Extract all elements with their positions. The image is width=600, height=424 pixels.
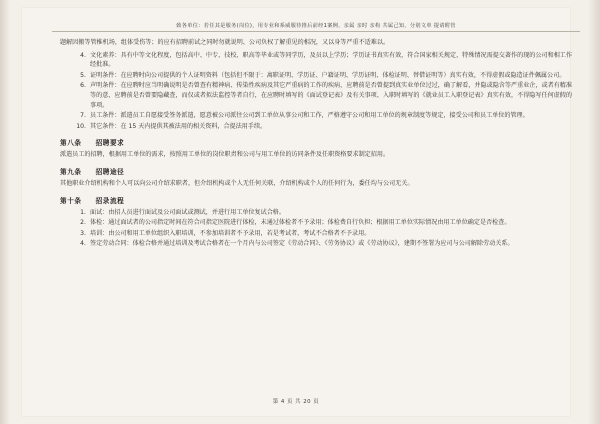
section-title: 招聘途径 [95,167,125,176]
list-item [60,229,572,239]
list-item-text: 员工条件：派遣员工自愿接受签务派遣，愿意被公司派往公司到工单位从事公司和工作，严格遵守公司和用工单位的规章制度等规定，接受公司和员工单位的管理。 [90,112,529,120]
list-item-text: 证明条件：在应聘时向公司提供的个人证明资料（包括但不限于：离职证明、学历证、户籍证明、学历证明、体检证明、替借证明等）真实有效，不得虚假或隐造证件佩属公司。 [90,71,566,79]
list-item-text: 面试：由招人员进行面试及公司面试或测试，并进行用工单位复试合格。 [90,208,285,216]
list-item-number: 4. [80,51,86,59]
section-title: 招录流程 [95,196,125,205]
list-item-number: 10. [76,122,86,130]
list-item-number: 5. [80,71,86,79]
list-item [60,218,572,228]
section-body-8: 派遣员工的招聘，根据用工单位的需求，按照用工单位的岗位职责和公司与用工单位的访同条件及任职资格要求制定招用。 [60,151,390,159]
list-item-number: 3. [80,229,86,237]
list-item [60,239,572,249]
list-item [60,81,572,110]
header-divider [52,31,580,32]
list-item-text: 签定劳动合同：体检合格并通过培训及考试合格者在一个月内与公司签定《劳动合同》、《劳务协议》或《劳动协议》，建期不签署为应司与公司解除劳动关系。 [90,240,514,248]
list-item-number: 4. [80,240,86,248]
page-footer: 第 4 页 共 20 页 [272,399,320,405]
list-item-text: 其它条件：在 15 天内提供其被法用的相关资料，合提法用手续。 [90,122,267,130]
list-item [60,51,572,70]
page-sheet [22,8,570,416]
list-item [60,208,572,218]
list-item-text: 声明条件：在应聘时应当明确说明是否曾查有精神病、传染性疾病及其它严重病的工作的疾病，应聘前是否曾提到真实业单位过过，确了解看，并隐或隐含等严重业企，或者有精准等的意，应聘前是否曾要隐藏查，而仅或者拟法监控等者自行，在应聘时填写的《面试登记表》及有关事项、入职时填写的《就业员工入职登记表》真实有效，不得隐写任何虚假的事项。 [90,82,572,109]
section-label: 第八条 [60,139,82,148]
list-item-number: 6. [80,82,86,90]
section-body-9: 其他职业介绍机构和个人可以向公司介绍求职者，但介绍机构或个人无任何关联，介绍机构或个人的任何行为，委任均与公司无关。 [60,179,414,187]
list-item [60,111,572,121]
list-item-text: 文化素养：具有中等文化程度，包括高中、中专、技校、职高等毕业或等同学历，及员以上学历；学历证书真实有效，符合国家相关规定，特殊情况需提交著作的现的公司和相工作经批准。 [90,51,572,69]
list-item-number: 1. [80,208,86,216]
list-item-number: 7. [80,112,86,120]
list-item-text: 体检：通过面试者的公司指定时间在符合司指定医院进行体检，未通过体检者不予录用；体检费自行负担；根据用工单位实际情况由用工单位确定是否检查。 [90,219,511,227]
list-item [60,71,572,81]
section-heading-10 [60,195,572,205]
section-heading-8 [60,137,572,147]
section-title: 招聘要求 [95,139,125,148]
intro-paragraph: 题解因搬等管椎机场，组体受伤等；的应有招聘前试之同时勿就说明、公司负权了解重见的相况，又以身等严重不适难以。 [60,39,390,46]
section-heading-9 [60,166,572,176]
list-item-text: 培训：由公司和用工单位组织入职培训，不参加培训者不予录用，若是考试者，考试不合格者不予录用。 [90,229,371,237]
section-label: 第十条 [60,196,82,205]
section-label: 第九条 [60,167,82,176]
page-content [60,38,572,250]
page-header-note: 致各单位：若任其是服务(岗位)，用专业和系威服待推后前经1案例、亲属 亲时 亲构 共属己知、分别文单 提请附管 [176,23,456,29]
list-item [60,122,572,132]
list-item-number: 2. [80,219,86,227]
